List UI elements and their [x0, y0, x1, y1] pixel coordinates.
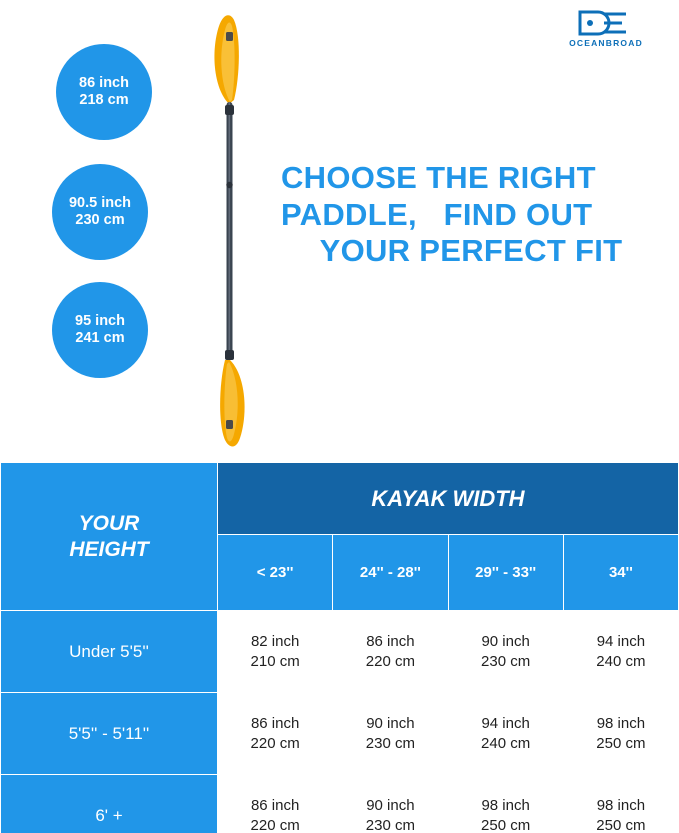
width-column-header: < 23'': [218, 535, 333, 611]
size-bubble: [56, 44, 152, 140]
size-cell-cm: 240 cm: [481, 734, 531, 752]
size-cell: [333, 693, 448, 775]
size-cell-cm: 230 cm: [365, 734, 415, 752]
size-cell-cm: 250 cm: [596, 816, 646, 833]
headline-line-2: PADDLE, FIND OUT: [281, 196, 593, 232]
your-height-header: [1, 463, 218, 611]
table-row: [1, 693, 679, 775]
size-cell-cm: 250 cm: [596, 734, 646, 752]
paddle-drip-ring: [226, 182, 232, 188]
size-cell-cm: 230 cm: [365, 816, 415, 833]
kayak-paddle-illustration: [196, 10, 266, 450]
size-cell: [218, 611, 333, 693]
size-bubble-cm: 241 cm: [75, 330, 125, 346]
size-bubble-cm: 230 cm: [75, 212, 125, 228]
table-header-row-1: [1, 463, 679, 535]
headline-line-1: CHOOSE THE RIGHT: [281, 160, 596, 195]
size-cell-inch: 98 inch: [596, 797, 646, 814]
size-cell: [448, 611, 563, 693]
kayak-width-header: KAYAK WIDTH: [218, 463, 679, 535]
paddle-size-table: [0, 462, 679, 833]
size-cell-cm: 220 cm: [365, 652, 415, 670]
paddle-shaft-highlight: [229, 102, 231, 360]
size-cell-cm: 250 cm: [481, 816, 531, 833]
size-cell-inch: 94 inch: [596, 633, 646, 650]
size-cell: [563, 611, 678, 693]
size-cell-inch: 98 inch: [481, 797, 530, 814]
size-cell-inch: 82 inch: [250, 633, 300, 650]
paddle-blade-bottom-label: [226, 420, 233, 429]
size-cell: [563, 693, 678, 775]
paddle-ferrule-top: [225, 105, 234, 115]
size-bubble-inch: 90.5 inch: [68, 194, 132, 211]
size-cell: [333, 775, 448, 833]
size-bubble-cm: 218 cm: [79, 92, 129, 108]
size-bubble-inch: 95 inch: [75, 312, 125, 329]
size-cell-cm: 220 cm: [250, 816, 300, 833]
page-title: [281, 160, 661, 270]
size-cell-inch: 90 inch: [366, 797, 415, 814]
size-cell: [218, 775, 333, 833]
oceanbroad-logo-icon: [578, 10, 634, 36]
width-column-header: 34'': [563, 535, 678, 611]
table-row: [1, 775, 679, 833]
size-cell-inch: 86 inch: [250, 715, 300, 732]
size-bubble: [52, 164, 148, 260]
size-cell-inch: 90 inch: [481, 633, 530, 650]
size-cell-cm: 230 cm: [481, 652, 531, 670]
size-cell-cm: 220 cm: [250, 734, 300, 752]
size-cell: [448, 775, 563, 833]
size-cell-inch: 90 inch: [366, 715, 415, 732]
your-height-header-line1: YOUR: [78, 512, 140, 536]
width-column-header: 29'' - 33'': [448, 535, 563, 611]
size-cell-inch: 86 inch: [250, 797, 300, 814]
size-cell-cm: 240 cm: [596, 652, 646, 670]
size-cell-inch: 86 inch: [366, 633, 415, 650]
size-cell-inch: 94 inch: [481, 715, 530, 732]
brand-logo: [558, 10, 654, 58]
your-height-header-line2: HEIGHT: [69, 537, 149, 561]
paddle-ferrule-bottom: [225, 350, 234, 360]
size-cell: [448, 693, 563, 775]
size-cell: [218, 693, 333, 775]
height-row-label: 6' +: [1, 775, 218, 833]
size-bubble-inch: 86 inch: [79, 74, 129, 91]
height-row-label: Under 5'5'': [1, 611, 218, 693]
brand-name: OCEANBROAD: [569, 38, 643, 48]
size-cell: [563, 775, 678, 833]
paddle-blade-top-label: [226, 32, 233, 41]
size-cell-cm: 210 cm: [250, 652, 300, 670]
size-cell: [333, 611, 448, 693]
table-row: [1, 611, 679, 693]
size-bubble: [52, 282, 148, 378]
height-row-label: 5'5'' - 5'11'': [1, 693, 218, 775]
width-column-header: 24'' - 28'': [333, 535, 448, 611]
size-cell-inch: 98 inch: [596, 715, 646, 732]
headline-line-3: YOUR PERFECT FIT: [319, 233, 623, 269]
